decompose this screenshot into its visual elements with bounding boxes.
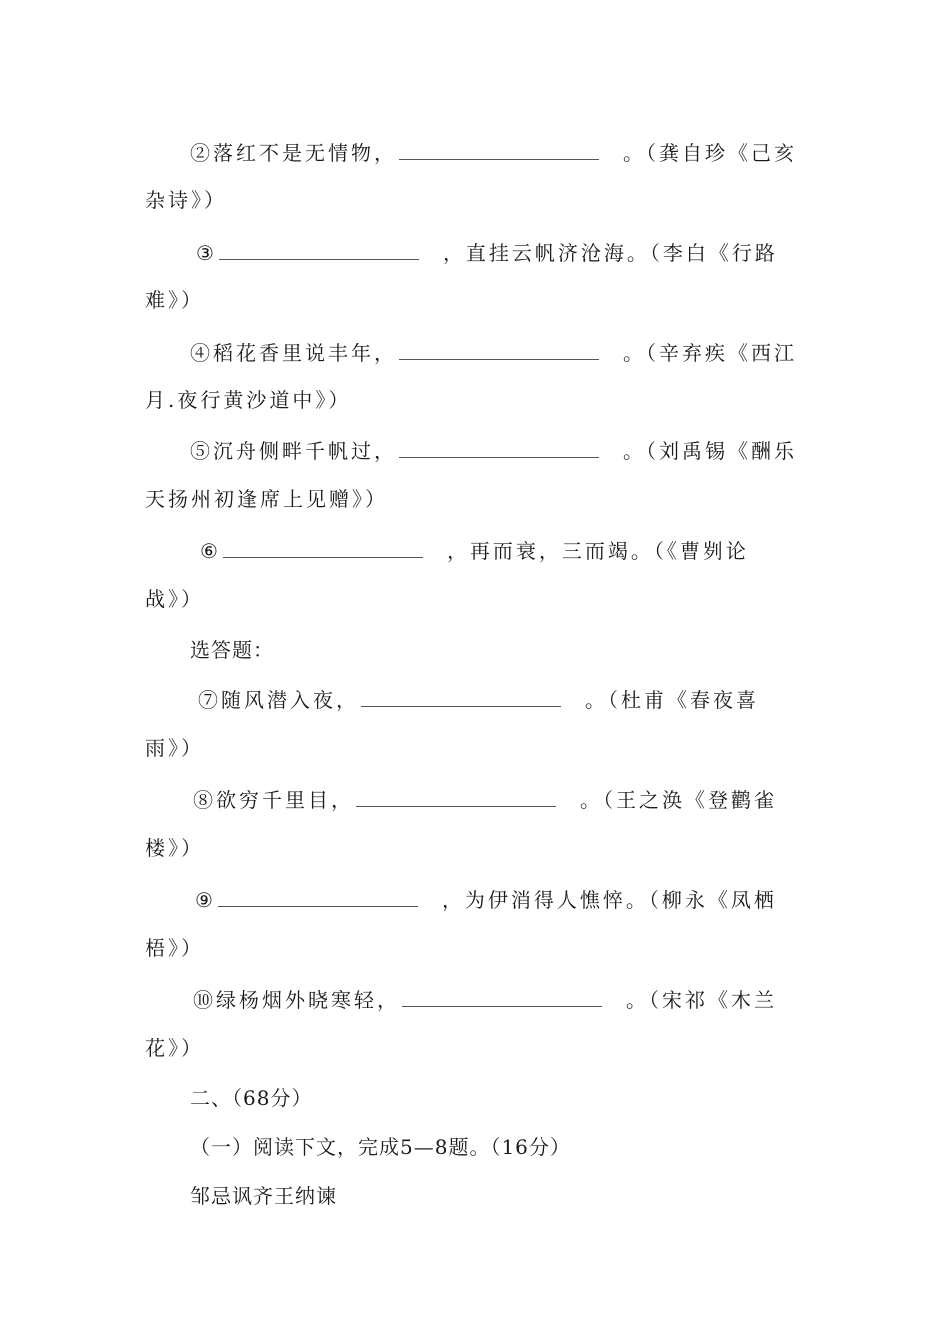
question-line xyxy=(193,786,777,813)
answer-blank[interactable] xyxy=(402,986,602,1007)
question-line-wrap xyxy=(145,486,388,512)
question-text: 绿杨烟外晓寒轻， xyxy=(216,988,400,1012)
answer-blank[interactable] xyxy=(399,139,599,160)
passage-title: 邹忌讽齐王纳谏 xyxy=(190,1184,337,1208)
question-line xyxy=(196,239,778,266)
question-number: ④ xyxy=(190,341,213,365)
question-line-wrap xyxy=(145,187,227,213)
question-source-wrap: 花》） xyxy=(145,1036,204,1060)
question-source-wrap: 月.夜行黄沙道中》） xyxy=(145,388,352,412)
question-text: 稻花香里说丰年， xyxy=(213,341,397,365)
question-source-wrap: 杂诗》） xyxy=(145,188,227,212)
question-number: ⑧ xyxy=(193,788,216,812)
question-line xyxy=(190,139,797,166)
question-line-wrap xyxy=(145,735,204,761)
answer-blank[interactable] xyxy=(219,239,419,260)
question-source-wrap: 战》） xyxy=(145,587,204,611)
question-number: ⑨ xyxy=(195,888,216,912)
answer-blank[interactable] xyxy=(399,339,599,360)
answer-blank[interactable] xyxy=(356,786,556,807)
question-source-wrap: 天扬州初逢席上见赠》） xyxy=(145,487,388,511)
question-text: 随风潜入夜， xyxy=(221,688,359,712)
question-source: 。（龚自珍《己亥 xyxy=(623,141,797,165)
section-heading: 选答题： xyxy=(190,638,274,662)
question-line xyxy=(193,986,777,1013)
question-number: ⑩ xyxy=(193,988,216,1012)
section-two-heading: 二、（68分） xyxy=(190,1086,313,1110)
question-source-wrap: 难》） xyxy=(145,288,204,312)
question-text: 沉舟侧畔千帆过， xyxy=(213,439,397,463)
question-source: 。（辛弃疾《西江 xyxy=(623,341,797,365)
question-source: 。（杜甫《春夜喜 xyxy=(585,688,759,712)
question-source: 。（宋祁《木兰 xyxy=(626,988,777,1012)
answer-blank[interactable] xyxy=(218,886,418,907)
question-line-wrap xyxy=(145,835,204,861)
reading-instruction: （一）阅读下文，完成5—8题。（16分） xyxy=(190,1135,571,1159)
question-source-wrap: 雨》） xyxy=(145,736,204,760)
question-number: ⑥ xyxy=(200,539,221,563)
question-source-wrap: 梧》） xyxy=(145,936,204,960)
question-number: ⑦ xyxy=(198,688,221,712)
question-source: 。（刘禹锡《酬乐 xyxy=(623,439,797,463)
question-line xyxy=(198,686,759,713)
question-source: 。（王之涣《登鹳雀 xyxy=(580,788,777,812)
answer-blank[interactable] xyxy=(361,686,561,707)
question-line xyxy=(190,437,797,464)
question-line-wrap xyxy=(145,387,351,413)
question-number: ② xyxy=(190,141,213,165)
question-line-wrap xyxy=(145,287,204,313)
question-source: ，为伊消得人憔悴。（柳永《凤栖 xyxy=(441,888,777,912)
question-line-wrap xyxy=(145,586,204,612)
answer-blank[interactable] xyxy=(399,437,599,458)
question-line xyxy=(195,886,777,913)
answer-blank[interactable] xyxy=(223,537,423,558)
question-text: 落红不是无情物， xyxy=(213,141,397,165)
question-line xyxy=(200,537,749,564)
question-source: ，再而衰，三而竭。（《曹刿论 xyxy=(446,539,749,563)
question-line xyxy=(190,339,797,366)
question-line-wrap xyxy=(145,1035,204,1061)
question-text: 欲穷千里目， xyxy=(216,788,354,812)
question-source: ，直挂云帆济沧海。（李白《行路 xyxy=(442,241,778,265)
question-number: ⑤ xyxy=(190,439,213,463)
question-line-wrap xyxy=(145,935,204,961)
question-source-wrap: 楼》） xyxy=(145,836,204,860)
question-number: ③ xyxy=(196,241,217,265)
